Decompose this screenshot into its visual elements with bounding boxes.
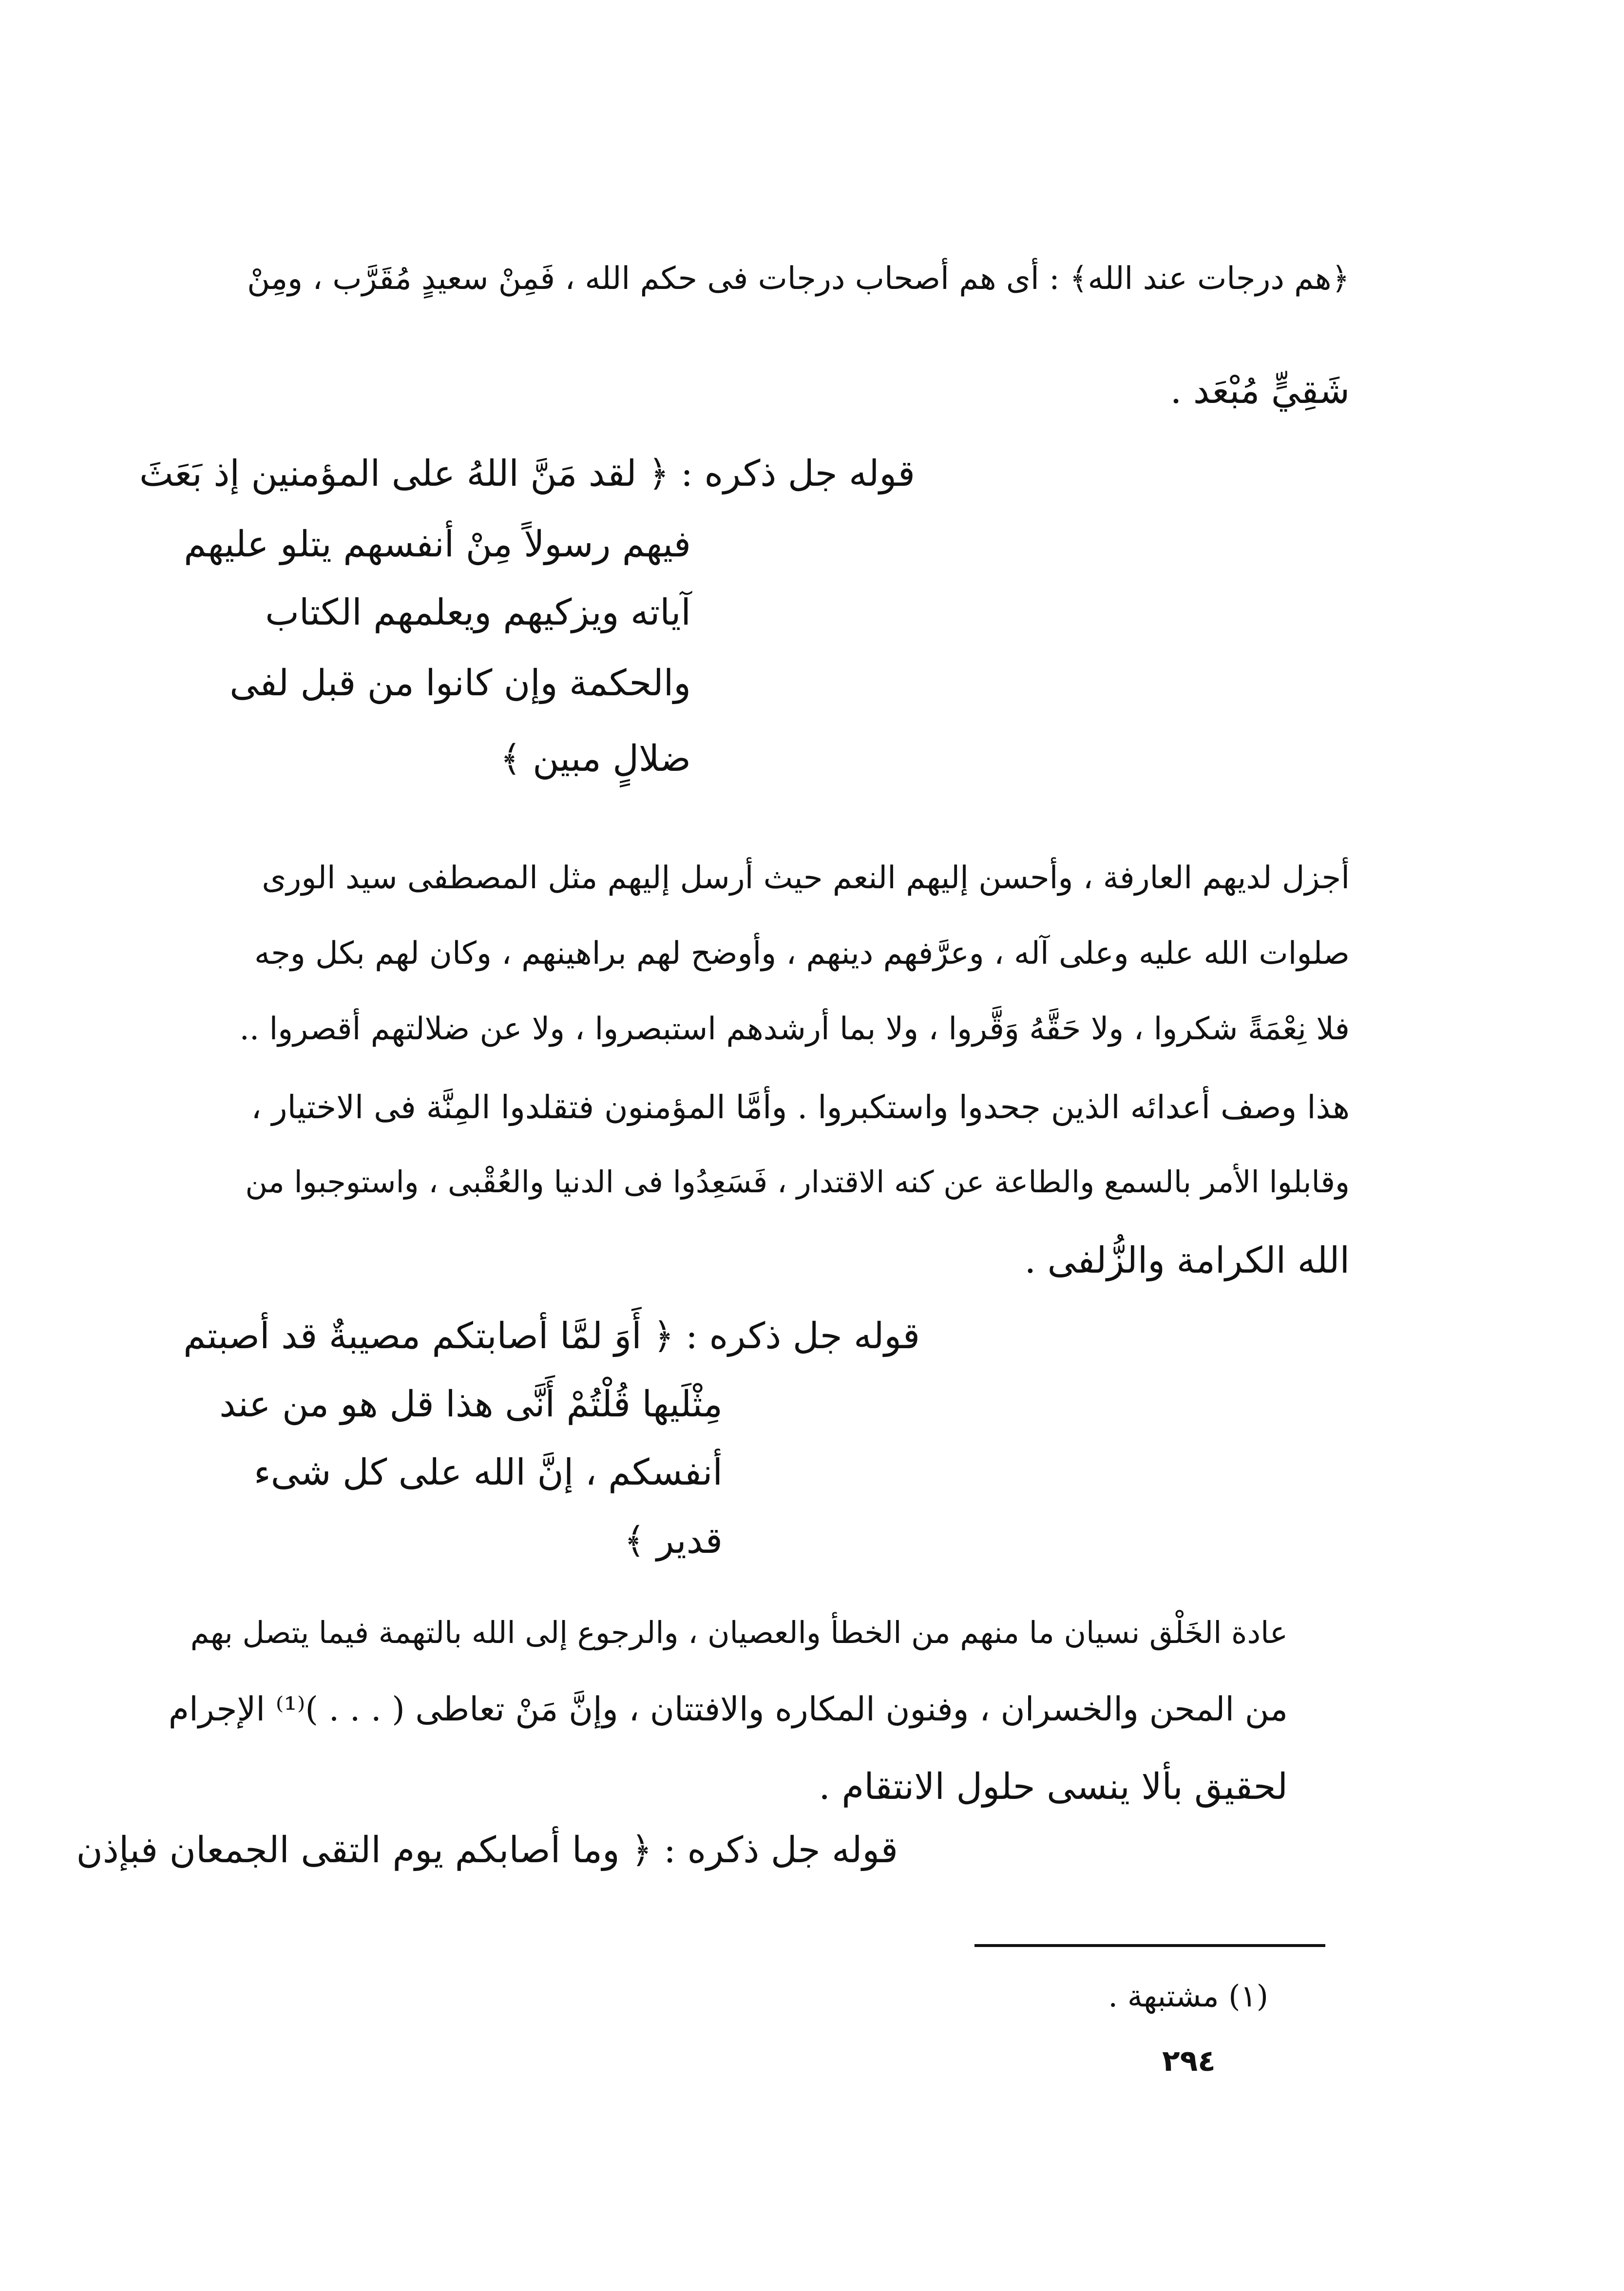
verse-line: مِثْلَيها قُلْتُمْ أَنَّى هذا قل هو من عند [219, 1383, 723, 1425]
text-line: أجزل لديهم العارفة ، وأحسن إليهم النعم حيث أرسل إليهم مثل المصطفى سيد الورى [262, 860, 1350, 896]
text-line: لحقيق بألا ينسى حلول الانتقام . [819, 1766, 1288, 1808]
verse-line: فيهم رسولاً مِنْ أنفسهم يتلو عليهم [184, 523, 691, 565]
text-line: شَقِيٍّ مُبْعَد . [1170, 370, 1350, 412]
verse-line: قدير ﴾ [624, 1520, 723, 1562]
verse-line: قوله جل ذكره : ﴿ أَوَ لمَّا أصابتكم مصيبةٌ قد أصبتم [183, 1315, 920, 1357]
verse-line: أنفسكم ، إنَّ الله على كل شىء [254, 1451, 723, 1493]
text-line: هذا وصف أعدائه الذين جحدوا واستكبروا . وأمَّا المؤمنون فتقلدوا المِنَّة فى الاختيار ، [251, 1088, 1350, 1126]
footnote-divider [974, 1944, 1325, 1947]
verse-line: ضلالٍ مبين ﴾ [500, 738, 691, 780]
page-number: ٢٩٤ [1162, 2044, 1216, 2078]
text-line: فلا نِعْمَةً شكروا ، ولا حَقَّهُ وَقَّروا ، ولا بما أرشدهم استبصروا ، ولا عن ضلالتهم أقصروا .. [239, 1011, 1350, 1047]
text-line: ﴿هم درجات عند الله﴾ : أى هم أصحاب درجات فى حكم الله ، فَمِنْ سعيدٍ مُقَرَّب ، ومِنْ [247, 261, 1350, 297]
text-line: وقابلوا الأمر بالسمع والطاعة عن كنه الاقتدار ، فَسَعِدُوا فى الدنيا والعُقْبى ، واستوجبوا من [245, 1164, 1350, 1200]
footnote: (١) مشتبهة . [1108, 1978, 1268, 2014]
verse-line: قوله جل ذكره : ﴿ لقد مَنَّ اللهُ على المؤمنين إذ بَعَثَ [139, 453, 915, 495]
verse-line: آياته ويزكيهم ويعلمهم الكتاب [265, 592, 691, 633]
text-line: صلوات الله عليه وعلى آله ، وعرَّفهم دينهم ، وأوضح لهم براهينهم ، وكان لهم بكل وجه [254, 935, 1350, 972]
verse-line: والحكمة وإن كانوا من قبل لفى [229, 662, 691, 704]
text-line: عادة الخَلْق نسيان ما منهم من الخطأ والعصيان ، والرجوع إلى الله بالتهمة فيما يتصل بهم [190, 1615, 1288, 1650]
text-line: الله الكرامة والزُّلفى . [1024, 1240, 1350, 1281]
text-line: من المحن والخسران ، وفنون المكاره والافتتان ، وإنَّ مَنْ تعاطى ( . . . )⁽¹⁾ الإجرام [168, 1690, 1288, 1729]
verse-line: قوله جل ذكره : ﴿ وما أصابكم يوم التقى الجمعان فبإذن [76, 1829, 898, 1871]
